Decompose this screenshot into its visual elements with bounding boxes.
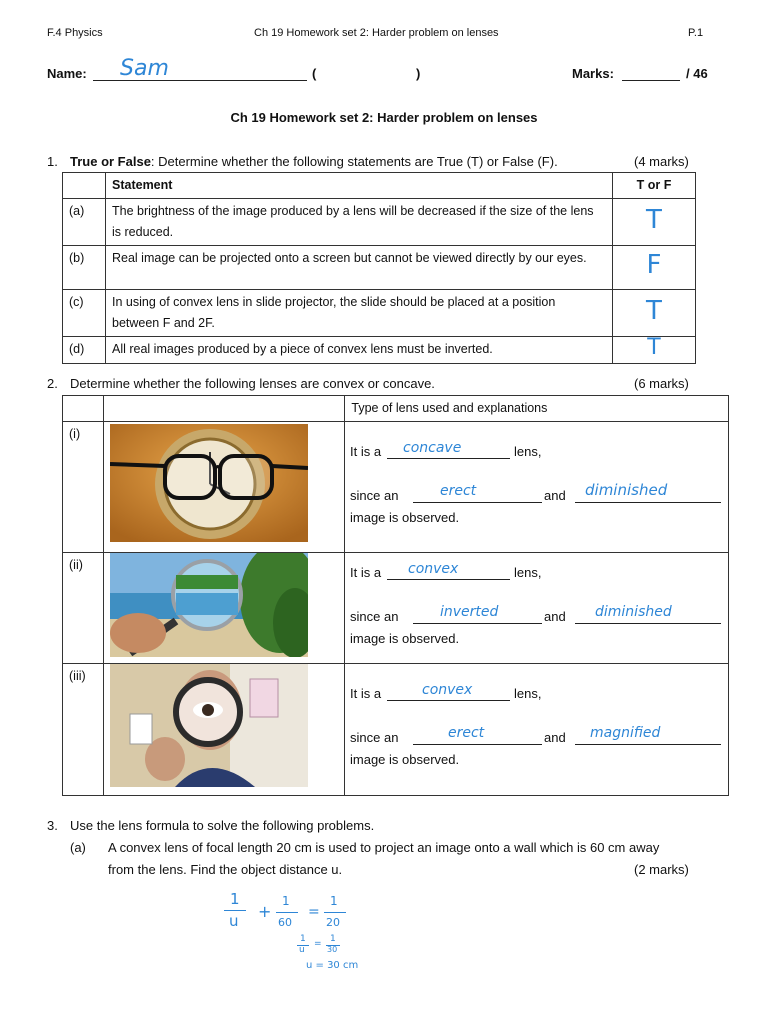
q2-observed: image is observed. [350, 752, 460, 767]
q2-lens-word: lens, [514, 444, 542, 459]
hw-denominator-u-small: u [299, 945, 305, 955]
q2-second-answer: magnified [590, 725, 661, 741]
hw-denominator-20: 20 [326, 916, 340, 929]
q2-since-an: since an [350, 488, 399, 503]
q2-second-answer: diminished [585, 481, 668, 499]
hw-denominator-30: 30 [327, 945, 338, 954]
q2-col-header: Type of lens used and explanations [345, 396, 729, 422]
q1-row-label: (c) [63, 290, 106, 337]
q2-prompt: Determine whether the following lenses are convex or concave. [70, 376, 435, 391]
q3a-text-line1: A convex lens of focal length 20 cm is used to project an image onto a wall which is 60 cm away [108, 840, 660, 855]
q2-row-label: (iii) [63, 664, 104, 796]
hw-numerator-small: 1 [300, 934, 306, 944]
q2-and: and [544, 730, 566, 745]
q2-lens-blank [387, 458, 510, 459]
hw-fraction-bar [276, 912, 298, 913]
q2-first-blank [413, 623, 542, 624]
q1-header-blank [63, 173, 106, 199]
q2-lens-type-answer: convex [422, 682, 473, 698]
q1-prompt [70, 154, 558, 169]
q2-it-is-a: It is a [350, 686, 382, 701]
q2-first-blank [413, 502, 542, 503]
hw-fraction-bar [224, 910, 246, 911]
q2-lens-word: lens, [514, 686, 542, 701]
class-paren-close: ) [416, 66, 421, 81]
magnifier-beach-illustration [110, 553, 308, 657]
q1-row-statement: The brightness of the image produced by a lens will be decreased if the size of the lens is reduced. [106, 199, 613, 246]
q2-and: and [544, 609, 566, 624]
q1-row-statement: In using of convex lens in slide projector, the slide should be placed at a position between F and 2F. [106, 290, 613, 337]
man-magnifier-illustration [110, 664, 308, 787]
q2-lens-blank [387, 579, 510, 580]
hw-numerator-small: 1 [330, 934, 336, 944]
q2-it-is-a: It is a [350, 565, 382, 580]
q2-it-is-a: It is a [350, 444, 382, 459]
header-subject: F.4 Physics [47, 27, 103, 39]
q2-observed: image is observed. [350, 510, 460, 525]
q2-header-blank [104, 396, 345, 422]
header-title: Ch 19 Homework set 2: Harder problem on lenses [254, 27, 499, 39]
q1-row-label: (d) [63, 337, 106, 364]
page-title: Ch 19 Homework set 2: Harder problem on lenses [230, 110, 538, 125]
q1-row-answer: T [646, 204, 662, 235]
q1-table [62, 172, 696, 364]
marks-label: Marks: [572, 66, 614, 81]
q1-row-statement: All real images produced by a piece of convex lens must be inverted. [106, 337, 613, 364]
hw-denominator-60: 60 [278, 916, 292, 929]
q2-second-blank [575, 502, 721, 503]
q3a-marks: (2 marks) [634, 862, 689, 877]
hw-numerator: 1 [230, 890, 240, 908]
class-paren-open: ( [312, 66, 317, 81]
hw-numerator: 1 [282, 894, 290, 908]
q2-and: and [544, 488, 566, 503]
q1-row-label: (a) [63, 199, 106, 246]
q2-first-answer: erect [448, 725, 485, 741]
q1-marks: (4 marks) [634, 154, 689, 169]
q1-col-tf: T or F [613, 173, 696, 199]
q2-lens-type-answer: convex [408, 561, 459, 577]
q2-marks: (6 marks) [634, 376, 689, 391]
q1-row-answer: T [647, 335, 661, 360]
q2-number: 2. [47, 376, 58, 391]
q2-since-an: since an [350, 730, 399, 745]
q2-first-answer: erect [440, 483, 477, 499]
q2-row-label: (ii) [63, 553, 104, 664]
q1-lead: True or False [70, 154, 151, 169]
q2-lens-type-answer: concave [403, 440, 462, 456]
q2-observed: image is observed. [350, 631, 460, 646]
q2-first-blank [413, 744, 542, 745]
marks-total: / 46 [686, 66, 708, 81]
q2-second-answer: diminished [595, 604, 672, 620]
marks-blank [622, 80, 680, 81]
q3a-handwritten-working [220, 890, 380, 990]
hw-result: u = 30 cm [306, 960, 359, 971]
glasses-clock-illustration [110, 424, 308, 542]
q2-answer-cell [345, 664, 729, 796]
q1-text: : Determine whether the following statements are True (T) or False (F). [150, 154, 558, 169]
q1-col-statement: Statement [106, 173, 613, 199]
q3-number: 3. [47, 818, 58, 833]
photo-man-magnifier [110, 664, 308, 787]
photo-glasses-clock [110, 424, 308, 542]
q1-row-label: (b) [63, 246, 106, 290]
q2-first-answer: inverted [440, 604, 499, 620]
q1-number: 1. [47, 154, 58, 169]
q2-since-an: since an [350, 609, 399, 624]
q2-row-label: (i) [63, 422, 104, 553]
name-handwritten: Sam [120, 56, 169, 81]
q3-prompt: Use the lens formula to solve the following problems. [70, 818, 375, 833]
q1-row-answer: T [646, 295, 662, 326]
q2-lens-blank [387, 700, 510, 701]
q2-second-blank [575, 623, 721, 624]
photo-magnifier-beach [110, 553, 308, 657]
hw-numerator: 1 [330, 894, 338, 908]
q1-row-statement: Real image can be projected onto a screen but cannot be viewed directly by our eyes. [106, 246, 613, 290]
q2-lens-word: lens, [514, 565, 542, 580]
q3a-label: (a) [70, 840, 86, 855]
hw-equals-small: = [314, 939, 322, 949]
header-page-number: P.1 [688, 27, 704, 39]
hw-fraction-bar [324, 912, 346, 913]
name-label: Name: [47, 66, 87, 81]
hw-plus: + [258, 902, 272, 921]
q3a-text-line2: from the lens. Find the object distance u. [108, 862, 343, 877]
q2-second-blank [575, 744, 721, 745]
hw-denominator-u: u [229, 912, 239, 930]
hw-equals: = [308, 904, 320, 920]
q1-row-answer: F [646, 250, 662, 280]
q2-header-blank [63, 396, 104, 422]
